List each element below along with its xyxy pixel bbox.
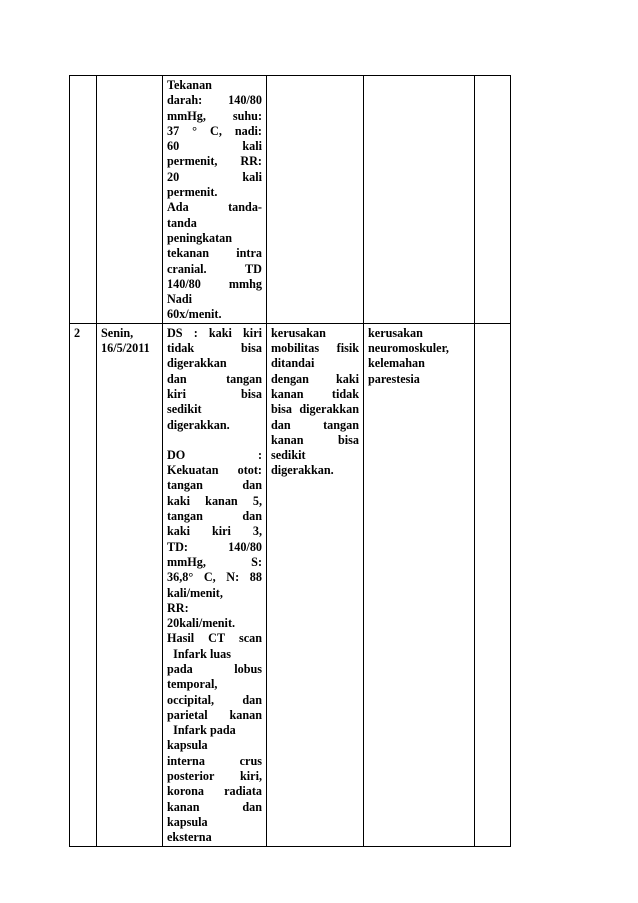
ds-line: tidak bisa bbox=[167, 341, 262, 356]
problem-line: kanan tidak bbox=[271, 386, 359, 401]
cell-no-1 bbox=[70, 76, 97, 324]
do-line: DO : bbox=[167, 447, 262, 462]
objective-data bbox=[167, 448, 262, 846]
do-line: tangan dan bbox=[167, 478, 262, 493]
do-line: TD: 140/80 bbox=[167, 539, 262, 554]
do-line: RR: bbox=[167, 600, 189, 615]
problem-lines bbox=[267, 324, 363, 479]
problem-line: dengan kaki bbox=[271, 371, 359, 386]
do-line: occipital, dan bbox=[167, 692, 262, 707]
do-line: Infark pada bbox=[167, 723, 236, 738]
data-line: Tekanan bbox=[167, 78, 212, 92]
cell-data-2 bbox=[163, 323, 267, 846]
data-lines-1 bbox=[163, 76, 266, 323]
ds-line: kiri bisa bbox=[167, 386, 262, 401]
day-label: Senin, bbox=[101, 325, 134, 340]
do-line: Kekuatan otot: bbox=[167, 463, 262, 478]
do-line: kali/menit, bbox=[167, 585, 223, 600]
data-line: tanda bbox=[167, 215, 197, 230]
do-line: eksterna bbox=[167, 830, 212, 845]
nursing-assessment-table bbox=[69, 75, 511, 847]
do-line: kaki kiri 3, bbox=[167, 524, 262, 539]
do-line: 20kali/menit. bbox=[167, 616, 236, 631]
ds-line: sedikit bbox=[167, 402, 202, 417]
data-line: 140/80 mmhg bbox=[167, 276, 262, 291]
do-line: pada lobus bbox=[167, 661, 262, 676]
problem-line: ditandai bbox=[271, 356, 315, 371]
do-line: korona radiata bbox=[167, 784, 262, 799]
data-line: tekanan intra bbox=[167, 246, 262, 261]
ds-line: digerakkan bbox=[167, 356, 227, 371]
do-line: posterior kiri, bbox=[167, 769, 262, 784]
etiology-line: neuromoskuler, bbox=[368, 341, 449, 356]
problem-line: mobilitas fisik bbox=[271, 341, 359, 356]
data-line: darah: 140/80 bbox=[167, 93, 262, 108]
problem-line: kanan bisa bbox=[271, 432, 359, 447]
problem-line: kerusakan bbox=[271, 325, 326, 340]
etiology-line: kelemahan bbox=[368, 356, 425, 371]
data-line: cranial. TD bbox=[167, 261, 262, 276]
do-line: tangan dan bbox=[167, 509, 262, 524]
data-line: peningkatan bbox=[167, 230, 233, 245]
do-line: mmHg, S: bbox=[167, 554, 262, 569]
data-line: Ada tanda- bbox=[167, 200, 262, 215]
do-line: Hasil CT scan bbox=[167, 631, 262, 646]
ds-line: DS : kaki kiri bbox=[167, 325, 262, 340]
data-line: permenit, RR: bbox=[167, 154, 262, 169]
problem-line: bisa digerakkan bbox=[271, 402, 359, 417]
etiology-lines bbox=[364, 324, 474, 387]
do-line: temporal, bbox=[167, 677, 218, 692]
ds-line: dan tangan bbox=[167, 371, 262, 386]
do-line: 36,8° C, N: 88 bbox=[167, 570, 262, 585]
table-row-2 bbox=[70, 323, 511, 846]
data-line: permenit. bbox=[167, 185, 218, 200]
do-line: Infark luas bbox=[167, 646, 232, 661]
data-line: Nadi bbox=[167, 292, 193, 307]
ds-line: digerakkan. bbox=[167, 417, 230, 432]
data-line: 60x/menit. bbox=[167, 307, 222, 322]
cell-extra-1 bbox=[475, 76, 511, 324]
cell-data-1 bbox=[163, 76, 267, 324]
data-line: 37 ° C, nadi: bbox=[167, 123, 262, 138]
do-line: kapsula bbox=[167, 814, 208, 829]
etiology-line: kerusakan bbox=[368, 325, 423, 340]
cell-etiology-2 bbox=[364, 323, 475, 846]
data-line: mmHg, suhu: bbox=[167, 108, 262, 123]
do-line: kapsula bbox=[167, 738, 208, 753]
etiology-line: parestesia bbox=[368, 371, 420, 386]
cell-etiology-1 bbox=[364, 76, 475, 324]
problem-line: dan tangan bbox=[271, 417, 359, 432]
date-label: 16/5/2011 bbox=[101, 341, 150, 356]
cell-extra-2 bbox=[475, 323, 511, 846]
problem-line: sedikit bbox=[271, 448, 306, 463]
subjective-data bbox=[167, 326, 262, 433]
data-line: 20 kali bbox=[167, 169, 262, 184]
do-line: kanan dan bbox=[167, 799, 262, 814]
cell-date-1 bbox=[97, 76, 163, 324]
data-line: 60 kali bbox=[167, 139, 262, 154]
cell-problem-1 bbox=[267, 76, 364, 324]
do-line: kaki kanan 5, bbox=[167, 493, 262, 508]
cell-date-2 bbox=[97, 323, 163, 846]
do-line: interna crus bbox=[167, 753, 262, 768]
problem-line: digerakkan. bbox=[271, 463, 334, 478]
cell-no-2: 2 bbox=[70, 323, 97, 846]
table-row-1 bbox=[70, 76, 511, 324]
cell-problem-2 bbox=[267, 323, 364, 846]
do-line: parietal kanan bbox=[167, 707, 262, 722]
